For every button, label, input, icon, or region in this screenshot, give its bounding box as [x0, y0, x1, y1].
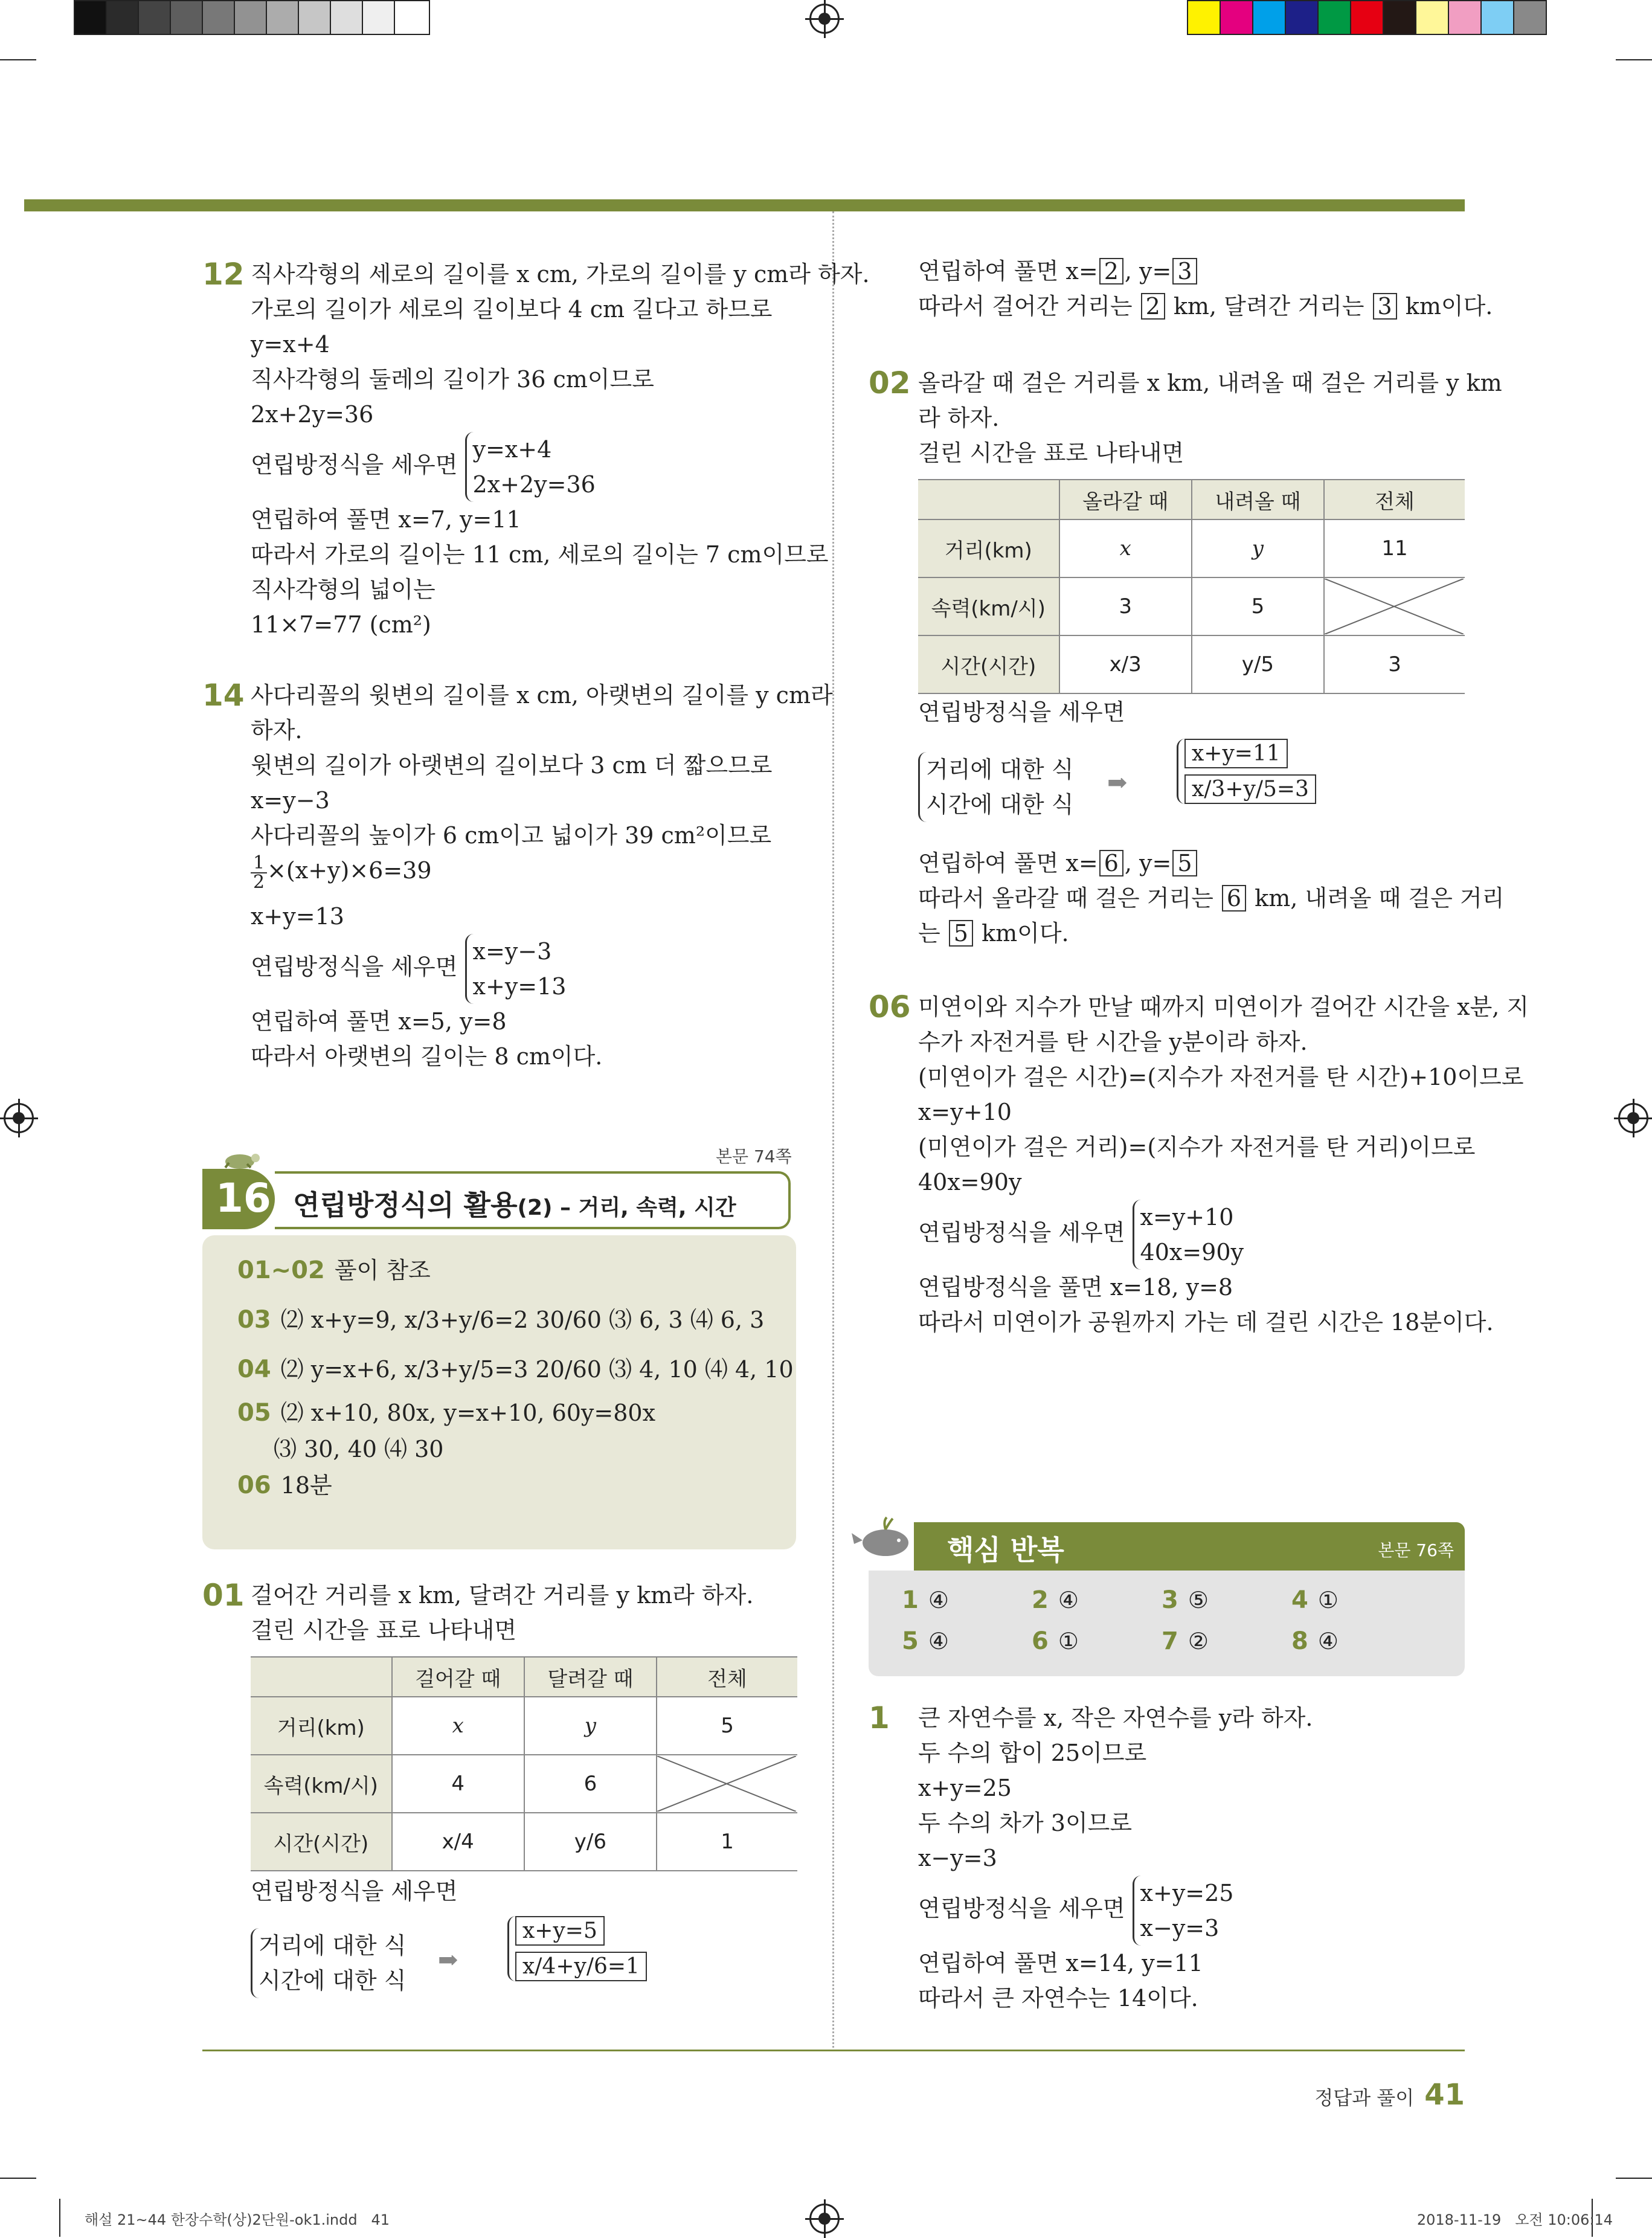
text-line: 하자. [251, 717, 303, 744]
section-subtitle: (2) – 거리, 속력, 시간 [517, 1195, 736, 1220]
answer-row: 01~02 풀이 참조 [237, 1256, 431, 1284]
text-line: 따라서 가로의 길이는 11 cm, 세로의 길이는 7 cm이므로 [251, 541, 829, 568]
answer-item: 7 ② [1162, 1627, 1209, 1655]
answer-row: 06 18분 [237, 1471, 332, 1499]
text-line: x=y−3 [251, 787, 330, 814]
data-table: 올라갈 때 내려올 때 전체 거리(km) x y 11 속력(km/시) 3 5 시간(시간) x/3 y/5 3 [918, 479, 1465, 694]
problem-number: 1 [869, 1700, 890, 1735]
crossed-cell [657, 1755, 797, 1813]
registration-mark-right [1618, 1103, 1648, 1133]
answer-row: 03 ⑵ x+y=9, x/3+y/6=2 30/60 ⑶ 6, 3 ⑷ 6, 3 [237, 1306, 765, 1334]
equation-system: x=y+10 40x=90y [1133, 1200, 1244, 1270]
answer-item: 5 ④ [902, 1627, 949, 1655]
panel-page-ref: 본문 76쪽 [1378, 1540, 1454, 1560]
footer [1314, 2078, 1465, 2112]
equation: x=y−3 [472, 938, 552, 965]
equation-labels: 거리에 대한 식 시간에 대한 식 [918, 752, 1073, 822]
text-line: 가로의 길이가 세로의 길이보다 4 cm 길다고 하므로 [251, 296, 773, 323]
answer-row: 04 ⑵ y=x+6, x/3+y/5=3 20/60 ⑶ 4, 10 ⑷ 4, 10 [237, 1355, 794, 1383]
text-line: 윗변의 길이가 아랫변의 길이보다 3 cm 더 짧으므로 [251, 752, 773, 779]
registration-mark-bottom [809, 2204, 840, 2234]
crossed-cell [1324, 577, 1465, 635]
system-label: 연립방정식을 세우면 [251, 451, 458, 478]
grayscale-color-bar [74, 0, 463, 35]
equation-system [465, 934, 567, 1004]
print-file-info: 해설 21~44 한장수학(상)2단원-ok1.indd 41 [85, 2211, 390, 2228]
answer-row: ⑶ 30, 40 ⑷ 30 [274, 1436, 444, 1462]
registration-mark-top [809, 4, 840, 34]
fraction: $\frac{1}{2}$ [251, 854, 267, 892]
problem-number: 12 [202, 257, 245, 292]
equation: ×(x+y)×6=39 [267, 857, 432, 884]
turtle-icon [220, 1145, 263, 1169]
answer-row: 05 ⑵ x+10, 80x, y=x+10, 60y=80x [237, 1399, 656, 1427]
text-line: 사다리꼴의 윗변의 길이를 x cm, 아랫변의 길이를 y cm라 [251, 682, 833, 709]
crop-mark [59, 2199, 60, 2237]
equation-system: x+y=11 x/3+y/5=3 [1177, 739, 1316, 804]
arrow-icon: ➡ [438, 1946, 458, 1974]
equation-labels: 거리에 대한 식 시간에 대한 식 [251, 1928, 406, 1998]
text-line: 직사각형의 넓이는 [251, 576, 435, 603]
answer-item: 8 ④ [1291, 1627, 1339, 1655]
text-line: 사다리꼴의 높이가 6 cm이고 넓이가 39 cm²이므로 [251, 822, 772, 849]
section-title: 연립방정식의 활용 [293, 1189, 518, 1221]
problem-number: 01 [202, 1578, 245, 1613]
crop-mark [1616, 59, 1652, 60]
section-number: 16 [216, 1175, 271, 1221]
problem-number: 06 [869, 989, 911, 1024]
crop-mark [1616, 2178, 1652, 2179]
panel-title: 핵심 반복 [947, 1534, 1064, 1566]
equation: 2x+2y=36 [472, 471, 596, 498]
solution-01-continued: 연립하여 풀면 x= 2 , y= 3 따라서 걸어간 거리는 2 km, 달려간 거리는 3 km이다. [918, 258, 1493, 320]
equation-system [465, 432, 596, 502]
equation: y=x+4 [472, 436, 552, 463]
answer-item: 2 ④ [1032, 1586, 1079, 1614]
data-table: 걸어갈 때 달려갈 때 전체 거리(km) x y 5 속력(km/시) 4 6 시간(시간) x/4 y/6 1 [251, 1656, 797, 1871]
section-header [202, 1169, 794, 1229]
answer-item: 3 ⑤ [1162, 1586, 1209, 1614]
crop-mark [0, 2178, 36, 2179]
answer-item: 6 ① [1032, 1627, 1079, 1655]
core-repeat-panel [869, 1516, 1465, 1676]
crop-mark [0, 59, 36, 60]
page-number: 41 [1424, 2078, 1465, 2112]
text-line: 직사각형의 세로의 길이를 x cm, 가로의 길이를 y cm라 하자. [251, 261, 870, 288]
system-label: 연립방정식을 세우면 [251, 953, 458, 980]
text-line: 연립하여 풀면 x=5, y=8 [251, 1008, 507, 1035]
system-label: 연립방정식을 세우면 [251, 1878, 458, 1905]
answer-panel [202, 1235, 796, 1549]
text-line: 따라서 아랫변의 길이는 8 cm이다. [251, 1043, 603, 1070]
whale-icon [848, 1516, 914, 1558]
footer-label: 정답과 풀이 [1314, 2086, 1415, 2109]
text-line: y=x+4 [251, 331, 330, 358]
text-line: x+y=13 [251, 903, 344, 930]
equation-system: x+y=25 x−y=3 [1133, 1876, 1234, 1946]
text-line: 걸어간 거리를 x km, 달려간 거리를 y km라 하자. [251, 1582, 754, 1609]
registration-mark-left [4, 1103, 34, 1133]
arrow-icon: ➡ [1107, 769, 1128, 797]
header-bar [24, 199, 1465, 211]
problem-number: 14 [202, 678, 245, 713]
process-color-bar [1187, 0, 1580, 35]
section-page-ref: 본문 74쪽 [716, 1146, 792, 1166]
text-line: 직사각형의 둘레의 길이가 36 cm이므로 [251, 366, 654, 393]
footer-rule [202, 2050, 1465, 2051]
text-line: 걸린 시간을 표로 나타내면 [251, 1617, 517, 1644]
answer-item: 1 ④ [902, 1586, 949, 1614]
print-date: 2018-11-19 오전 10:06:14 [1416, 2211, 1613, 2228]
equation: x+y=13 [472, 973, 567, 1000]
equation-system: x+y=5 x/4+y/6=1 [507, 1916, 647, 1981]
text-line: 2x+2y=36 [251, 401, 374, 428]
problem-number: 02 [869, 365, 911, 400]
text-line: 연립하여 풀면 x=7, y=11 [251, 506, 521, 533]
text-line: 11×7=77 (cm²) [251, 611, 431, 638]
answer-item: 4 ① [1291, 1586, 1339, 1614]
